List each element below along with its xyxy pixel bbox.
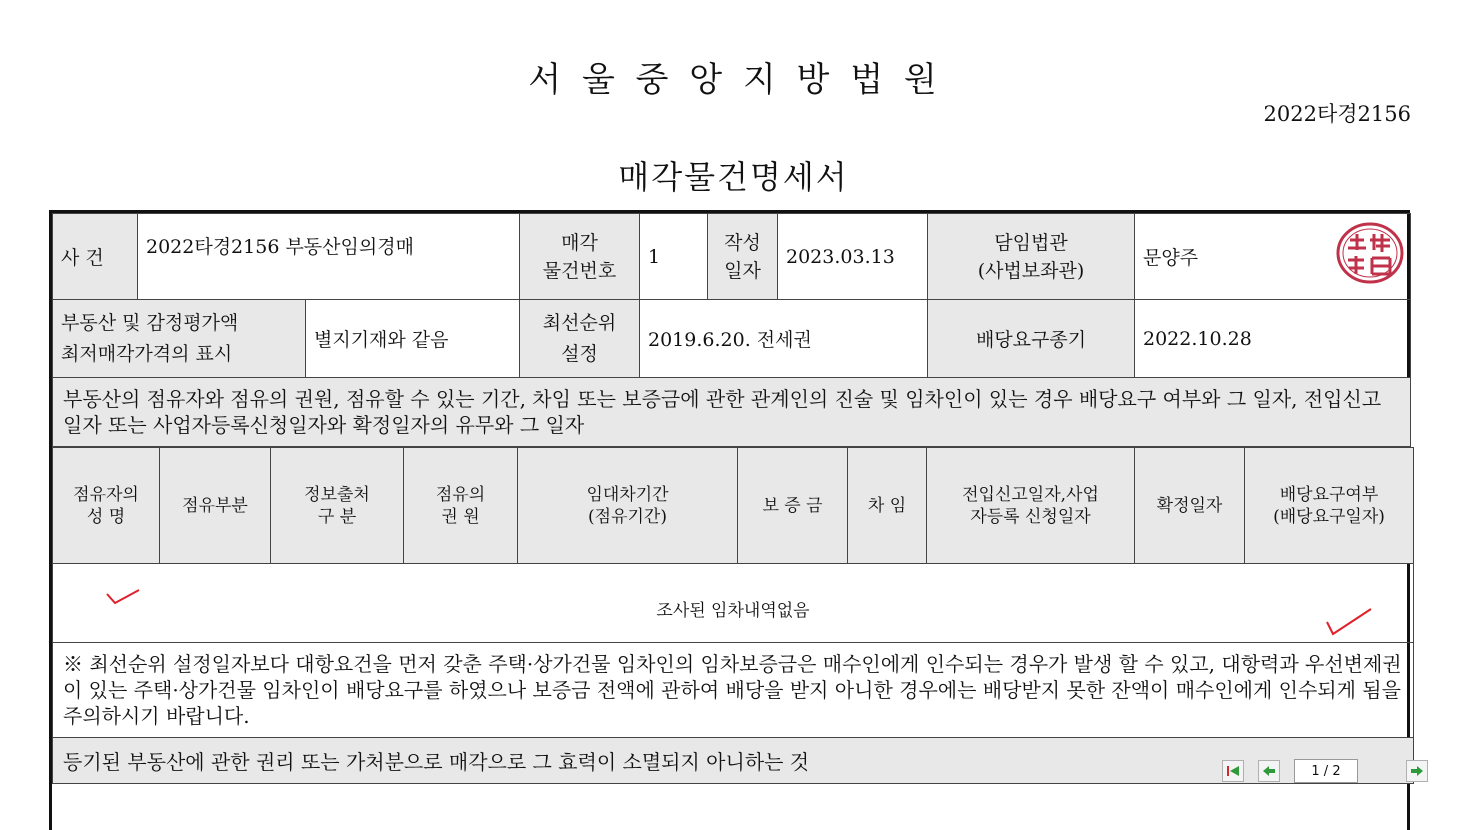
case-number-top: 2022타경2156 <box>1263 102 1411 126</box>
page-indicator[interactable]: 1 / 2 <box>1294 759 1358 783</box>
header-rent: 차 임 <box>848 448 927 564</box>
header-deposit: 보 증 금 <box>738 448 848 564</box>
case-value: 2022타경2156 부동산임의경매 <box>138 214 520 300</box>
judge-label: 담임법관 (사법보좌관) <box>928 214 1135 300</box>
judge-cell <box>1135 214 1411 300</box>
registered-rights-label: 등기된 부동산에 관한 권리 또는 가처분으로 매각으로 그 효력이 소멸되지 아니하는 것 <box>53 738 1414 784</box>
header-lease-period: 임대차기간 (점유기간) <box>518 448 738 564</box>
prev-page-button[interactable] <box>1258 760 1280 782</box>
header-fixed-date: 확정일자 <box>1135 448 1245 564</box>
item-number-label: 매각 물건번호 <box>520 214 640 300</box>
header-occupant-name: 점유자의 성 명 <box>53 448 160 564</box>
priority-label: 최선순위 설정 <box>520 300 640 378</box>
deadline-label: 배당요구종기 <box>928 300 1135 378</box>
first-page-button[interactable] <box>1222 760 1244 782</box>
empty-tenancy-message: 조사된 임차내역없음 <box>656 600 810 621</box>
property-statement-sheet <box>49 210 1410 830</box>
written-date-value: 2023.03.13 <box>778 214 928 300</box>
page-navigation <box>1222 756 1467 786</box>
item-number-value: 1 <box>640 214 708 300</box>
next-page-icon <box>1410 765 1424 777</box>
written-date-label: 작성 일자 <box>708 214 778 300</box>
next-page-button[interactable] <box>1406 760 1428 782</box>
header-info-source: 정보출처 구 분 <box>271 448 404 564</box>
header-occupied-part: 점유부분 <box>160 448 271 564</box>
check-mark-icon <box>105 588 141 606</box>
occupancy-note: 부동산의 점유자와 점유의 권원, 점유할 수 있는 기간, 차임 또는 보증금에 관한 관계인의 진술 및 임차인이 있는 경우 배당요구 여부와 그 일자, 전입신고일자 또는 사업자등록신청일자와 확정일자의 유무와 그 일자 <box>53 378 1411 447</box>
case-label: 사 건 <box>53 214 138 300</box>
court-name: 서 울 중 앙 지 방 법 원 <box>528 60 939 100</box>
document-title: 매각물건명세서 <box>618 158 849 196</box>
appraisal-value: 별지기재와 같음 <box>306 300 520 378</box>
summary-table <box>52 213 1411 447</box>
check-mark-icon <box>1325 606 1373 636</box>
header-occupancy-right: 점유의 권 원 <box>404 448 518 564</box>
prev-page-icon <box>1262 765 1276 777</box>
official-seal-icon <box>1334 220 1406 286</box>
occupancy-table <box>52 447 1414 784</box>
header-move-in-date: 전입신고일자,사업 자등록 신청일자 <box>927 448 1135 564</box>
warning-note: ※ 최선순위 설정일자보다 대항요건을 먼저 갖춘 주택·상가건물 임차인의 임차보증금은 매수인에게 인수되는 경우가 발생 할 수 있고, 대항력과 우선변제권이 있는 주택·상가건물 임차인이 배당요구를 하였으나 보증금 전액에 관하여 배당을 받지 아니한 경우에는 배당받지 못한 잔액이 매수인에게 인수되게 됨을 주의하시기 바랍니다. <box>53 643 1414 738</box>
empty-tenancy-row <box>53 564 1414 643</box>
judge-name: 문양주 <box>1143 247 1199 269</box>
appraisal-label: 부동산 및 감정평가액 최저매각가격의 표시 <box>53 300 306 378</box>
header-dividend-request: 배당요구여부 (배당요구일자) <box>1245 448 1414 564</box>
deadline-value: 2022.10.28 <box>1135 300 1411 378</box>
priority-value: 2019.6.20. 전세권 <box>640 300 928 378</box>
first-page-icon <box>1226 765 1240 777</box>
